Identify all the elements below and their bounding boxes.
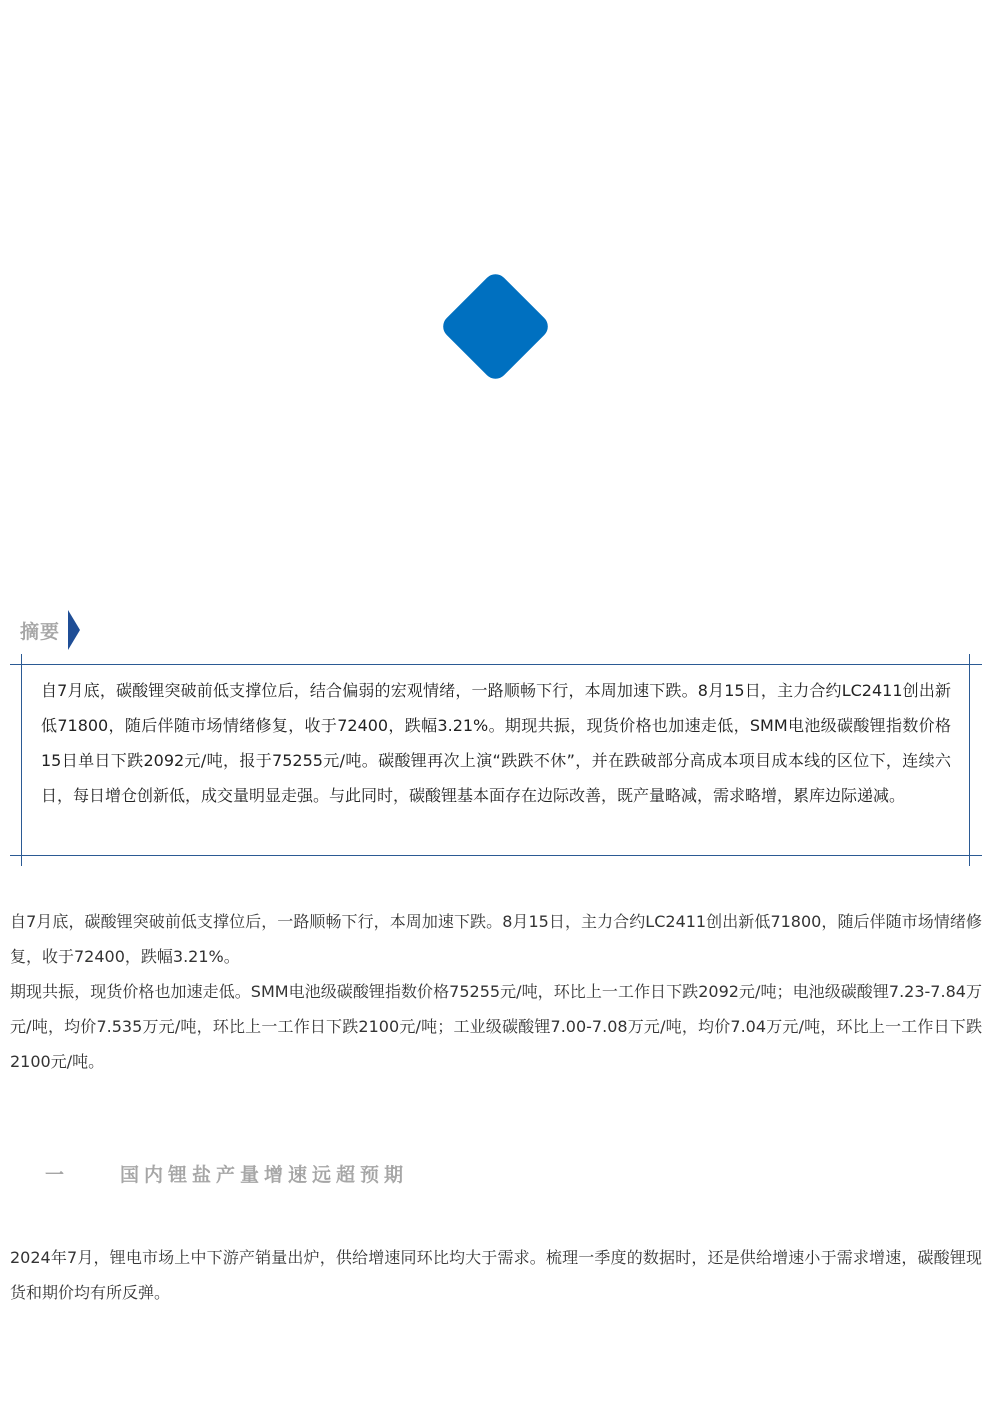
summary-box-left-border <box>21 654 22 866</box>
abstract-header <box>20 610 80 650</box>
abstract-summary: 自7月底，碳酸锂突破前低支撑位后，结合偏弱的宏观情绪，一路顺畅下行，本周加速下跌。8月15日，主力合约LC2411创出新低71800，随后伴随市场情绪修复，收于72400，跌幅3.21%。期现共振，现货价格也加速走低，SMM电池级碳酸锂指数价格15日单日下跌2092元/吨，报于75255元/吨。碳酸锂再次上演“跌跌不休”，并在跌破部分高成本项目成本线的区位下，连续六日，每日增仓创新低，成交量明显走强。与此同时，碳酸锂基本面存在边际改善，既产量略减，需求略增，累库边际递减。 <box>41 681 951 805</box>
summary-box-right-border <box>969 654 970 866</box>
body-paragraph-2: 期现共振，现货价格也加速走低。SMM电池级碳酸锂指数价格75255元/吨，环比上一工作日下跌2092元/吨；电池级碳酸锂7.23-7.84万元/吨，均价7.535万元/吨，环比上一工作日下跌2100元/吨；工业级碳酸锂7.00-7.08万元/吨，均价7.04万元/吨，环比上一工作日下跌2100元/吨。 <box>10 982 982 1071</box>
section-number: 一 <box>45 1163 65 1186</box>
section-paragraph: 2024年7月，锂电市场上中下游产销量出炉，供给增速同环比均大于需求。梳理一季度的数据时，还是供给增速小于需求增速，碳酸锂现货和期价均有所反弹。 <box>10 1248 982 1302</box>
diamond-logo-icon <box>433 264 558 389</box>
abstract-title: 摘要 <box>20 620 61 643</box>
diamond-logo-shape <box>433 264 558 389</box>
section-heading <box>45 1156 408 1190</box>
chevron-right-icon <box>68 610 80 650</box>
summary-box-top-border <box>10 664 982 665</box>
summary-box-bottom-border <box>10 855 982 856</box>
body-paragraph-1: 自7月底，碳酸锂突破前低支撑位后，一路顺畅下行，本周加速下跌。8月15日，主力合约LC2411创出新低71800，随后伴随市场情绪修复，收于72400，跌幅3.21%。 <box>10 912 982 966</box>
section-title: 国内锂盐产量增速远超预期 <box>120 1163 409 1186</box>
